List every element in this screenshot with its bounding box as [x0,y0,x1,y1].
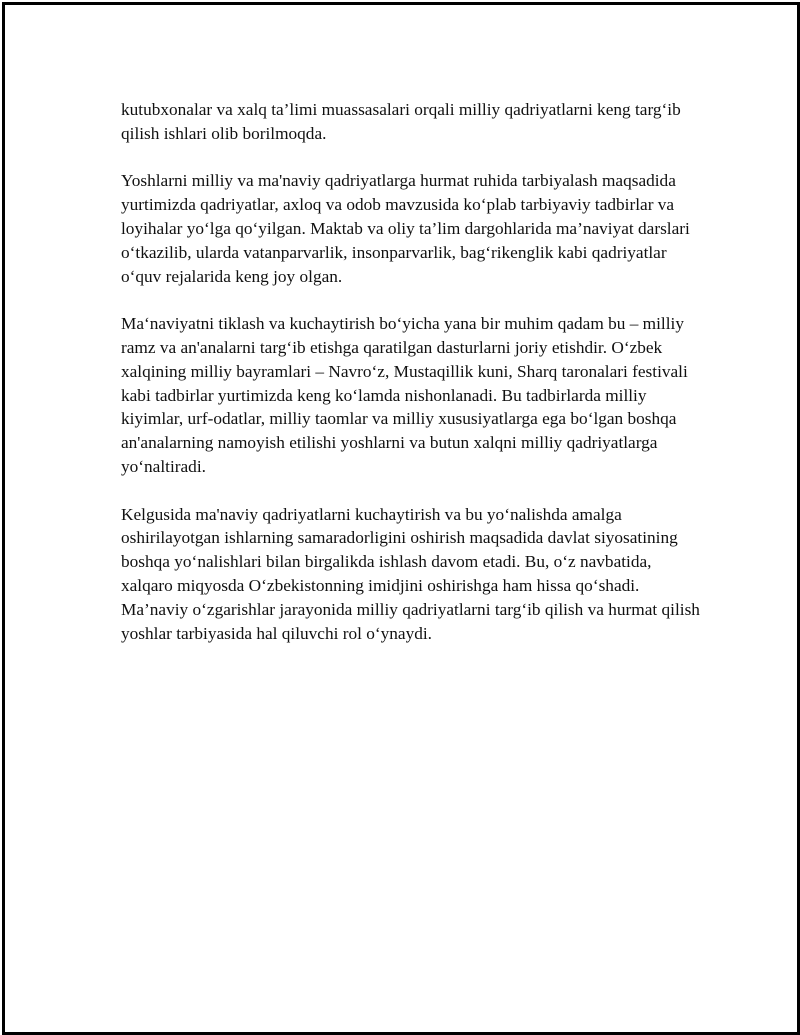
paragraph-4: Kelgusida ma'naviy qadriyatlarni kuchaytirish va bu yo‘nalishda amalga oshirilayotgan ishlarning samaradorligini oshirish maqsadida davlat siyosatining boshqa yo‘nalishlari bilan birgalikda ishlash davom etadi. Bu, o‘z navbatida, xalqaro miqyosda O‘zbekistonning imidjini oshirishga ham hissa qo‘shadi. Ma’naviy o‘zgarishlar jarayonida milliy qadriyatlarni targ‘ib qilish va hurmat qilish yoshlar tarbiyasida hal qiluvchi rol o‘ynaydi. [121,504,700,643]
page-body [121,98,701,669]
paragraph-2: Yoshlarni milliy va ma'naviy qadriyatlarga hurmat ruhida tarbiyalash maqsadida yurtimizda qadriyatlar, axloq va odob mavzusida ko‘plab tarbiyaviy tadbirlar va loyihalar yo‘lga qo‘yilgan. Maktab va oliy ta’lim dargohlarida ma’naviyat darslari o‘tkazilib, ularda vatanparvarlik, insonparvarlik, bag‘rikenglik kabi qadriyatlar o‘quv rejalarida keng joy olgan. [121,171,690,286]
paragraph-3: Ma‘naviyatni tiklash va kuchaytirish bo‘yicha yana bir muhim qadam bu – milliy ramz va an'analarni targ‘ib etishga qaratilgan dasturlarni joriy etishdir. O‘zbek xalqining milliy bayramlari – Navro‘z, Mustaqillik kuni, Sharq taronalari festivali kabi tadbirlar yurtimizda keng ko‘lamda nishonlanadi. Bu tadbirlarda milliy kiyimlar, urf-odatlar, milliy taomlar va milliy xususiyatlarga ega bo‘lgan boshqa an'analarning namoyish etilishi yoshlarni va butun xalqni milliy qadriyatlarga yo‘naltiradi. [121,314,688,476]
page-frame [2,2,800,1035]
paragraph-1: kutubxonalar va xalq ta’limi muassasalari orqali milliy qadriyatlarni keng targ‘ib qilish ishlari olib borilmoqda. [121,100,681,143]
